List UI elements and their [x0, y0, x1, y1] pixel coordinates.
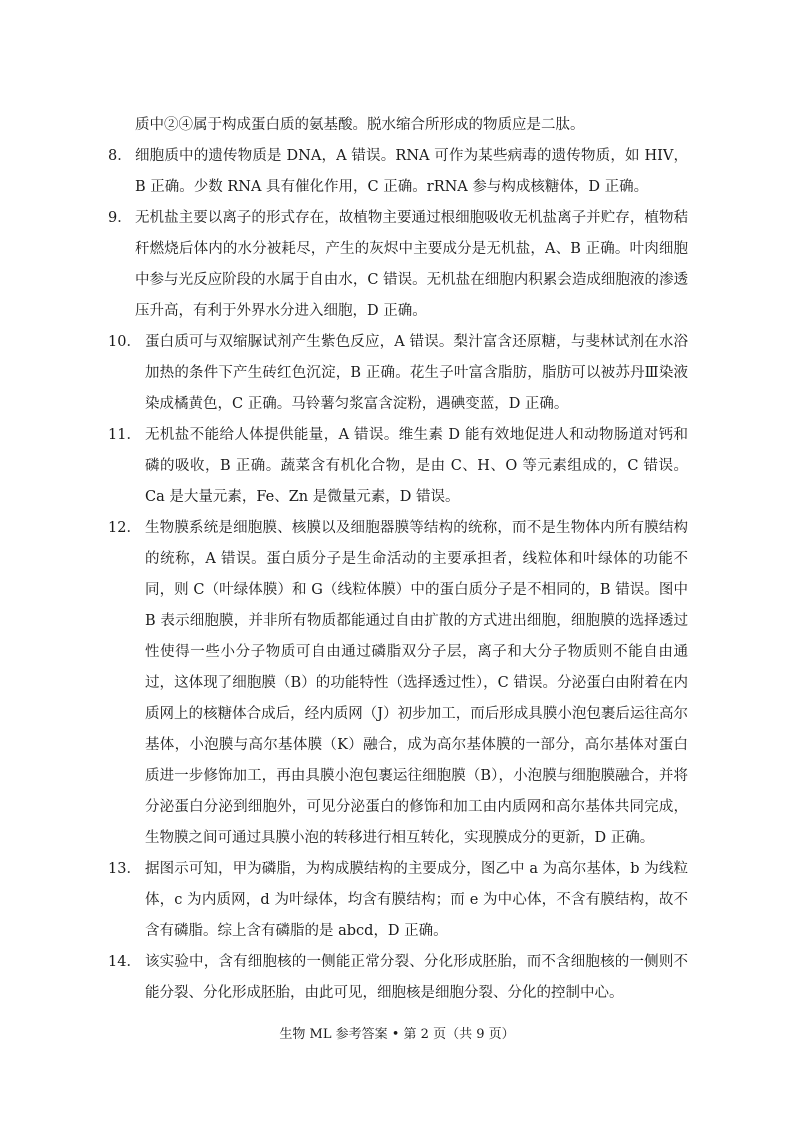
item-number: 8． [108, 148, 132, 164]
item-text: 无机盐不能给人体提供能量，A 错误。维生素 D 能有效地促进人和动物肠道对钙和磷的吸收，B 正确。蔬菜含有机化合物，是由 C、H、O 等元素组成的，C 错误。Ca 是大量元素，Fe、Zn 是微量元素，D 错误。 [145, 427, 688, 505]
item-number: 13． [108, 861, 141, 877]
answer-item-9 [108, 203, 688, 327]
answer-item-14 [108, 947, 688, 1009]
answer-item-8 [108, 141, 688, 203]
answer-item-12 [108, 513, 688, 854]
page-footer: 生物 ML 参考答案 • 第 2 页（共 9 页） [279, 1027, 515, 1042]
item-text: 无机盐主要以离子的形式存在，故植物主要通过根细胞吸收无机盐离子并贮存，植物秸秆燃烧后体内的水分被耗尽，产生的灰烬中主要成分是无机盐，A、B 正确。叶肉细胞中参与光反应阶段的水属于自由水，C 错误。无机盐在细胞内积累会造成细胞液的渗透压升高，有利于外界水分进入细胞，D 正确。 [135, 210, 688, 319]
item-number: 11． [108, 427, 141, 443]
answer-item-10 [108, 327, 688, 420]
item-text: 细胞质中的遗传物质是 DNA，A 错误。RNA 可作为某些病毒的遗传物质，如 HIV，B 正确。少数 RNA 具有催化作用，C 正确。rRNA 参与构成核糖体，D 正确。 [135, 148, 688, 195]
item-text: 蛋白质可与双缩脲试剂产生紫色反应，A 错误。梨汁富含还原糖，与斐林试剂在水浴加热的条件下产生砖红色沉淀，B 正确。花生子叶富含脂肪，脂肪可以被苏丹Ⅲ染液染成橘黄色，C 正确。马铃薯匀浆富含淀粉，遇碘变蓝，D 正确。 [145, 334, 688, 412]
continued-paragraph: 质中②④属于构成蛋白质的氨基酸。脱水缩合所形成的物质应是二肽。 [135, 117, 585, 133]
answer-item-11 [108, 420, 688, 513]
item-text: 生物膜系统是细胞膜、核膜以及细胞器膜等结构的统称，而不是生物体内所有膜结构的统称，A 错误。蛋白质分子是生命活动的主要承担者，线粒体和叶绿体的功能不同，则 C（叶绿体膜）和 G（线粒体膜）中的蛋白质分子是不相同的，B 错误。图中 B 表示细胞膜，并非所有物质都能通过自由扩散的方式进出细胞，细胞膜的选择透过性使得一些小分子物质可自由通过磷脂双分子层，离子和大分子物质则不能自由通过，这体现了细胞膜（B）的功能特性（选择透过性），C 错误。分泌蛋白由附着在内质网上的核糖体合成后，经内质网（J）初步加工，而后形成具膜小泡包裹后运往高尔基体，小泡膜与高尔基体膜（K）融合，成为高尔基体膜的一部分，高尔基体对蛋白质进一步修饰加工，再由具膜小泡包裹运往细胞膜（B），小泡膜与细胞膜融合，并将分泌蛋白分泌到细胞外，可见分泌蛋白的修饰和加工由内质网和高尔基体共同完成，生物膜之间可通过具膜小泡的转移进行相互转化，实现膜成分的更新，D 正确。 [145, 520, 688, 846]
item-number: 12． [108, 520, 141, 536]
item-text: 据图示可知，甲为磷脂，为构成膜结构的主要成分，图乙中 a 为高尔基体，b 为线粒体，c 为内质网，d 为叶绿体，均含有膜结构；而 e 为中心体，不含有膜结构，故不含有磷脂。综上含有磷脂的是 abcd，D 正确。 [145, 861, 688, 939]
item-number: 14． [108, 954, 141, 970]
item-number: 10． [108, 334, 141, 350]
answer-item-13 [108, 854, 688, 947]
item-text: 该实验中，含有细胞核的一侧能正常分裂、分化形成胚胎，而不含细胞核的一侧则不能分裂、分化形成胚胎，由此可见，细胞核是细胞分裂、分化的控制中心。 [145, 954, 688, 1001]
item-number: 9． [108, 210, 132, 226]
answer-content [108, 110, 688, 1009]
